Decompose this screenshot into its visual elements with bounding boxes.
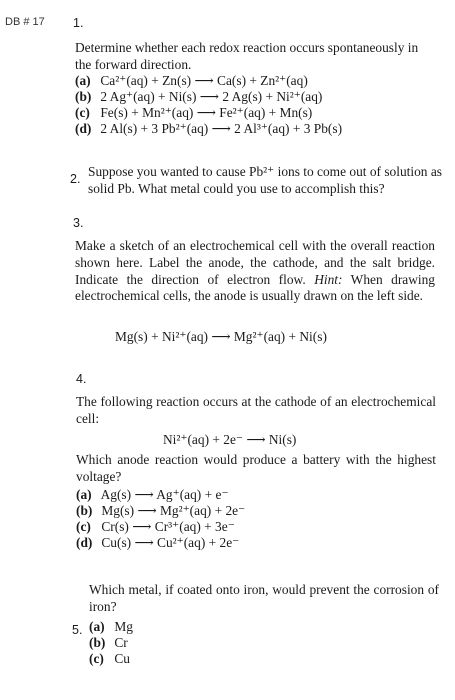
q5-item-b-label: (b) bbox=[89, 635, 106, 650]
page-tag: DB # 17 bbox=[5, 16, 45, 28]
q5-number: 5. bbox=[72, 623, 83, 637]
q1-item-d-label: (d) bbox=[75, 121, 92, 136]
q5-item-a bbox=[89, 619, 133, 636]
q5-item-b-answer: Cr bbox=[114, 635, 128, 650]
q1-item-a bbox=[75, 73, 308, 90]
q4-item-c-equation: Cr(s) ⟶ Cr³⁺(aq) + 3e⁻ bbox=[101, 519, 235, 534]
q5-item-c-label: (c) bbox=[89, 651, 104, 666]
q4-intro: The following reaction occurs at the cathode of an electrochemical cell: bbox=[76, 394, 436, 426]
q1-item-b bbox=[75, 89, 322, 106]
q1-item-a-equation: Ca²⁺(aq) + Zn(s) ⟶ Ca(s) + Zn²⁺(aq) bbox=[100, 73, 308, 88]
q4-cathode-equation: Ni²⁺(aq) + 2e⁻ ⟶ Ni(s) bbox=[163, 432, 297, 447]
q4-item-b-equation: Mg(s) ⟶ Mg²⁺(aq) + 2e⁻ bbox=[101, 503, 246, 518]
q1-intro: Determine whether each redox reaction occurs spontaneously in the forward direction. bbox=[75, 40, 419, 72]
q1-item-b-label: (b) bbox=[75, 89, 92, 104]
q4-item-d-equation: Cu(s) ⟶ Cu²⁺(aq) + 2e⁻ bbox=[101, 535, 240, 550]
q4-number: 4. bbox=[76, 372, 87, 386]
q4-item-d-label: (d) bbox=[76, 535, 93, 550]
q2-number: 2. bbox=[70, 172, 81, 186]
q1-number: 1. bbox=[73, 16, 84, 30]
q1-item-d-equation: 2 Al(s) + 3 Pb²⁺(aq) ⟶ 2 Al³⁺(aq) + 3 Pb(s) bbox=[100, 121, 343, 136]
q5-item-c-answer: Cu bbox=[114, 651, 130, 666]
q4-item-a bbox=[76, 487, 229, 504]
q1-item-d bbox=[75, 121, 342, 138]
q4-item-d bbox=[76, 535, 239, 552]
q3-equation: Mg(s) + Ni²⁺(aq) ⟶ Mg²⁺(aq) + Ni(s) bbox=[115, 329, 327, 344]
q4-item-c bbox=[76, 519, 235, 536]
q3-text bbox=[75, 238, 435, 305]
q5-item-a-answer: Mg bbox=[114, 619, 133, 634]
q4-item-b bbox=[76, 503, 245, 520]
q4-item-c-label: (c) bbox=[76, 519, 91, 534]
q1-item-a-label: (a) bbox=[75, 73, 91, 88]
q2-text: Suppose you wanted to cause Pb²⁺ ions to come out of solution as solid Pb. What metal could you use to accomplish this? bbox=[88, 164, 442, 196]
q3-number: 3. bbox=[73, 216, 84, 230]
q1-item-b-equation: 2 Ag⁺(aq) + Ni(s) ⟶ 2 Ag(s) + Ni²⁺(aq) bbox=[100, 89, 323, 104]
q5-item-a-label: (a) bbox=[89, 619, 105, 634]
q1-item-c bbox=[75, 105, 312, 122]
q4-question: Which anode reaction would produce a battery with the highest voltage? bbox=[76, 452, 436, 484]
q3-hint-label: Hint: bbox=[314, 271, 343, 287]
q3-body: Make a sketch of an electrochemical cell with the overall reaction shown here. Label the anode, the cathode, and the salt bridge. Indicate the direction of electron flow. bbox=[75, 238, 435, 287]
q1-item-c-label: (c) bbox=[75, 105, 90, 120]
q3-hint-text: When drawing electrochemical cells, the anode is usually drawn on the left side. bbox=[75, 271, 435, 304]
q5-item-c bbox=[89, 651, 130, 668]
q5-item-b bbox=[89, 635, 128, 652]
q1-item-c-equation: Fe(s) + Mn²⁺(aq) ⟶ Fe²⁺(aq) + Mn(s) bbox=[100, 105, 313, 120]
q4-item-a-equation: Ag(s) ⟶ Ag⁺(aq) + e⁻ bbox=[100, 487, 229, 502]
q5-text: Which metal, if coated onto iron, would prevent the corrosion of iron? bbox=[89, 582, 439, 614]
q4-item-b-label: (b) bbox=[76, 503, 93, 518]
q4-item-a-label: (a) bbox=[76, 487, 92, 502]
